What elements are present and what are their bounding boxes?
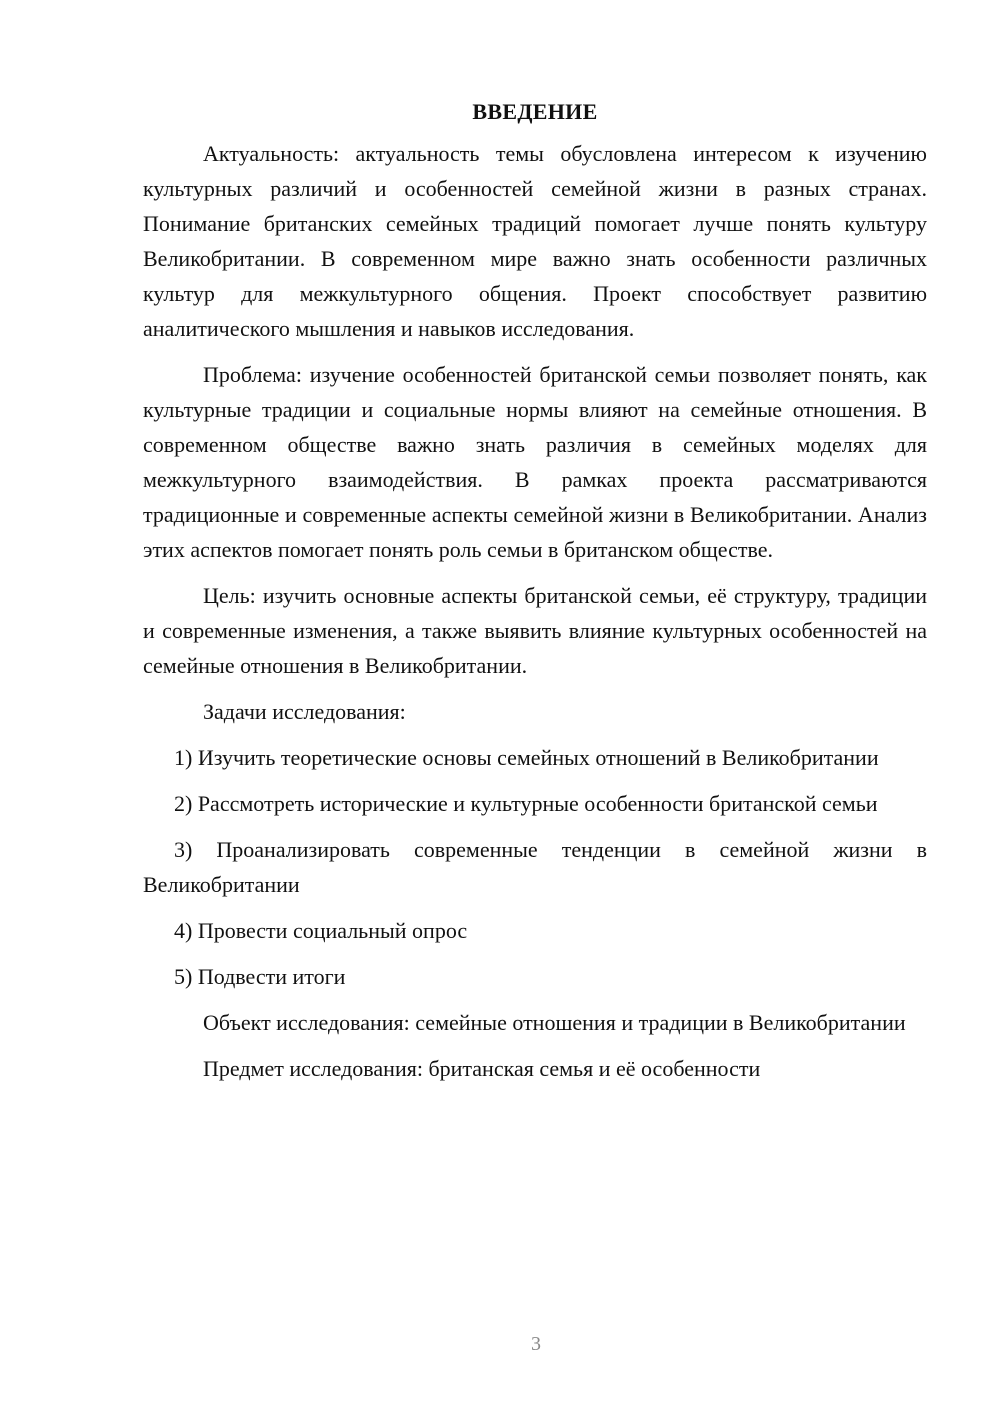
page-content: [143, 96, 927, 1097]
goal-paragraph: Цель: изучить основные аспекты британской семьи, её структуру, традиции и современные изменения, а также выявить влияние культурных особенностей на семейные отношения в Великобритании.: [143, 583, 927, 678]
task-item: 2) Рассмотреть исторические и культурные особенности британской семьи: [174, 791, 878, 816]
task-item: 4) Провести социальный опрос: [174, 918, 468, 943]
task-item: 3) Проанализировать современные тенденции в семейной жизни в Великобритании: [143, 837, 927, 897]
section-title: ВВЕДЕНИЕ: [472, 99, 598, 124]
task-item: 1) Изучить теоретические основы семейных отношений в Великобритании: [174, 745, 879, 770]
problem-paragraph: Проблема: изучение особенностей британской семьи позволяет понять, как культурные традиции и социальные нормы влияют на семейные отношения. В современном обществе важно знать различия в семейных моделях для межкультурного взаимодействия. В рамках проекта рассматриваются традиционные и современные аспекты семейной жизни в Великобритании. Анализ этих аспектов помогает понять роль семьи в британском обществе.: [143, 362, 927, 562]
object-paragraph: Объект исследования: семейные отношения и традиции в Великобритании: [203, 1010, 906, 1035]
relevance-paragraph: Актуальность: актуальность темы обусловлена интересом к изучению культурных различий и особенностей семейной жизни в разных странах. Понимание британских семейных традиций помогает лучше понять культуру Великобритании. В современном мире важно знать особенности различных культур для межкультурного общения. Проект способствует развитию аналитического мышления и навыков исследования.: [143, 141, 927, 341]
task-item: 5) Подвести итоги: [174, 964, 346, 989]
page-number: 3: [531, 1333, 541, 1355]
tasks-heading: Задачи исследования:: [203, 699, 406, 724]
subject-paragraph: Предмет исследования: британская семья и её особенности: [203, 1056, 761, 1081]
